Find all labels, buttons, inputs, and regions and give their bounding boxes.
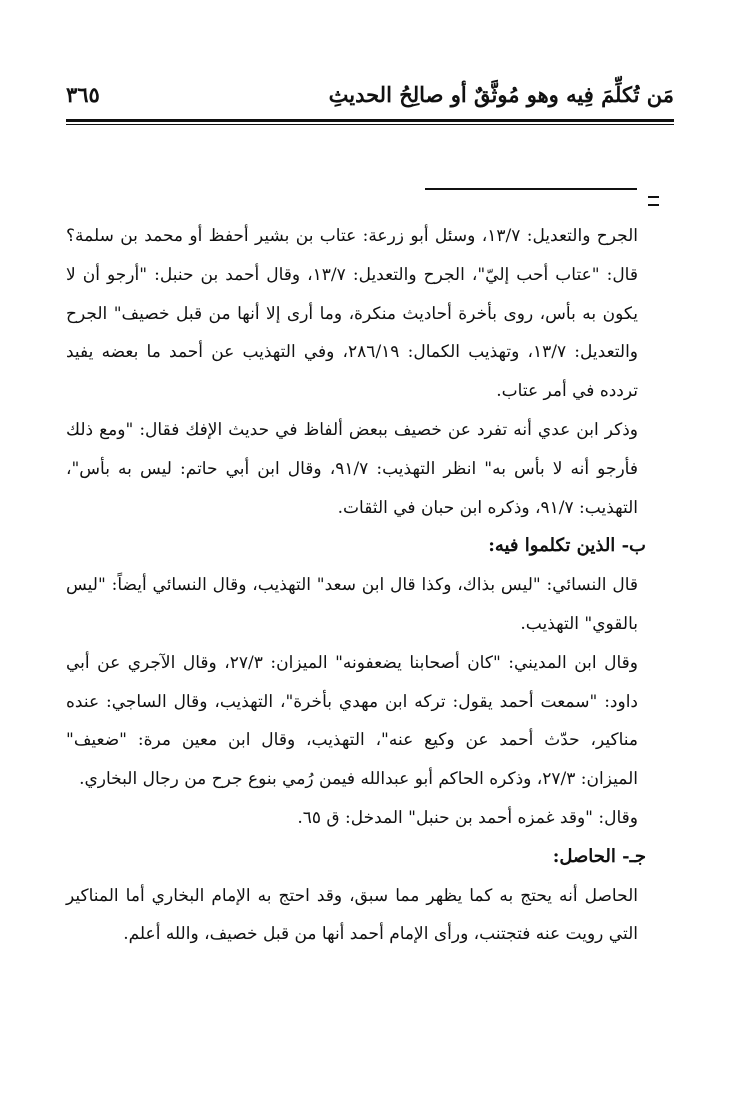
section-heading: جـ- الحاصل: [552, 845, 646, 867]
header-rule-thin [66, 124, 674, 125]
footnote-separator [425, 188, 637, 190]
page-header [66, 80, 674, 116]
footnote-continuation-mark [648, 196, 659, 206]
page-number: ٣٦٥ [66, 82, 100, 107]
paragraph: قال النسائي: "ليس بذاك، وكذا قال ابن سعد" التهذيب، وقال النسائي أيضاً: "ليس بالقوي" التهذيب. [66, 575, 638, 634]
section-heading: ب- الذين تكلموا فيه: [488, 535, 646, 557]
header-rule-thick [66, 119, 674, 122]
page-body [66, 217, 646, 954]
paragraph: الجرح والتعديل: ١٣/٧، وسئل أبو زرعة: عتاب بن بشير أحفظ أو محمد بن سلمة؟ قال: "عتاب أحب إليّ"، الجرح والتعديل: ١٣/٧، وقال أحمد بن حنبل: "أرجو أن لا يكون به بأس، روى بأخرة أحاديث منكرة، وما أرى إلا أنها من قبل خصيف" الجرح والتعديل: ١٣/٧، وتهذيب الكمال: ٢٨٦/١٩، وفي التهذيب عن أحمد ما بعضه يفيد تردده في أمر عتاب. [66, 226, 639, 402]
paragraph: وقال ابن المديني: "كان أصحابنا يضعفونه" الميزان: ٢٧/٣، وقال الآجري عن أبي داود: "سمعت أحمد يقول: تركه ابن مهدي بأخرة"، التهذيب، وقال الساجي: عنده مناكير، حدّث أحمد عن وكيع عنه"، التهذيب، وقال ابن معين مرة: "ضعيف" الميزان: ٢٧/٣، وذكره الحاكم أبو عبدالله فيمن رُمي بنوع جرح من رجال البخاري. [66, 652, 638, 790]
paragraph: وذكر ابن عدي أنه تفرد عن خصيف ببعض ألفاظ في حديث الإفك فقال: "ومع ذلك فأرجو أنه لا بأس به" انظر التهذيب: ٩١/٧، وقال ابن أبي حاتم: ليس به بأس"، التهذيب: ٩١/٧، وذكره ابن حبان في الثقات. [66, 419, 638, 518]
running-title: مَن تُكلِّمَ فِيه وهو مُوثَّقٌ أو صالِحُ الحديثِ [328, 82, 674, 107]
paragraph: وقال: "وقد غمزه أحمد بن حنبل" المدخل: ق ٦٥. [297, 807, 638, 828]
paragraph: الحاصل أنه يحتج به كما يظهر مما سبق، وقد احتج به الإمام البخاري أما المناكير التي رويت عنه فتجتنب، ورأى الإمام أحمد أنها من قبل خصيف، والله أعلم. [66, 885, 638, 945]
